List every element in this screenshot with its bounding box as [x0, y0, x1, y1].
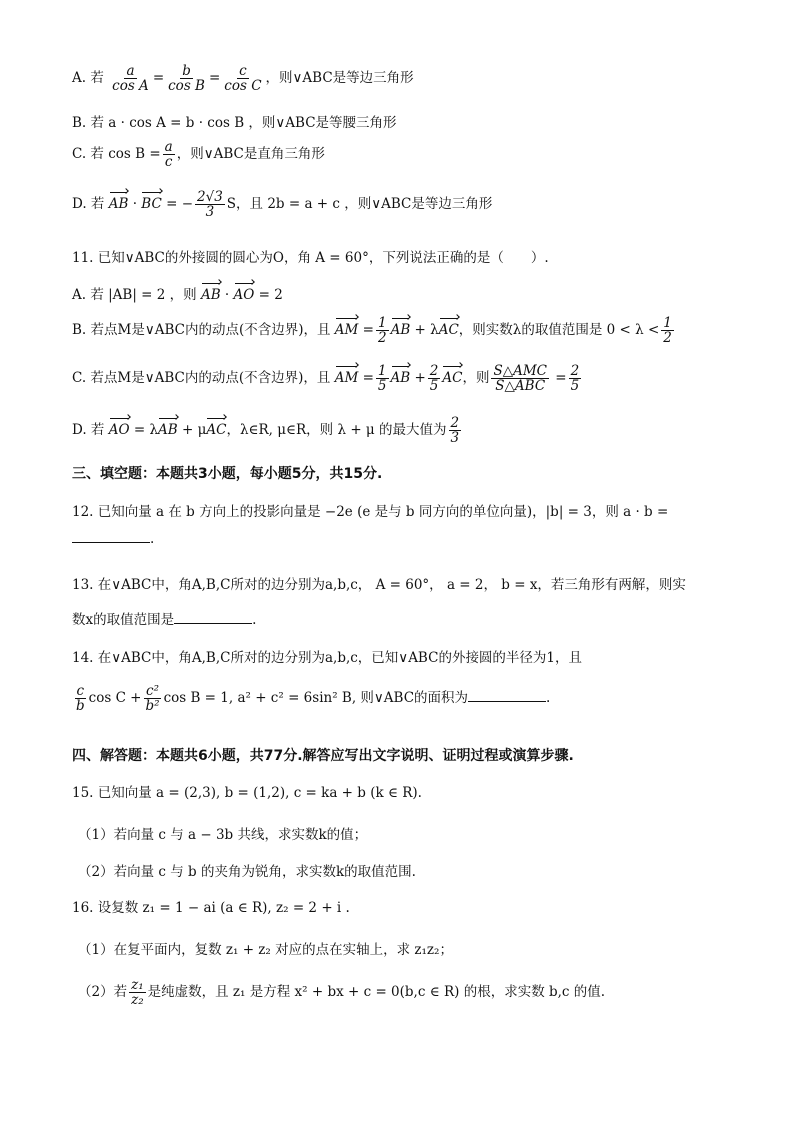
q16-part1: （1）在复平面内，复数 z₁ + z₂ 对应的点在实轴上，求 z₁z₂； — [78, 942, 453, 958]
fraction-denominator: b — [76, 698, 85, 715]
fraction-denominator: S△ABC — [495, 378, 546, 395]
q11-option-d: D. 若 AO = λAB + μAC，λ∈R, μ∈R，则 λ + μ 的最大值为 $\frac{2}{3}$ — [72, 415, 460, 447]
fraction-denominator: 5 — [570, 378, 580, 395]
fraction-denominator: c — [164, 154, 173, 171]
q15-stem: 15. 已知向量 a = (2,3), b = (1,2), c = ka + b (k ∈ R). — [72, 785, 422, 801]
fraction-numerator: 2 — [450, 415, 460, 431]
fraction-numerator: c — [76, 683, 85, 699]
q13-line2: 数x的取值范围是 . — [72, 612, 257, 628]
fraction-numerator: S△AMC — [493, 363, 548, 379]
fraction-numerator: z₁ — [131, 977, 144, 993]
q11-stem: 11. 已知∨ABC的外接圆的圆心为O，角 A = 60°，下列说法正确的是（ ）. — [72, 250, 549, 266]
fraction-numerator: 1 — [663, 315, 672, 331]
q11-option-b: B. 若点M是∨ABC内的动点(不含边界)，且 AM = $\frac{1}{2}$ AB + λAC，则实数λ的取值范围是 0 < λ < $\frac{1}{2}$ — [72, 315, 672, 347]
q10-option-b: B. 若 a · cos A = b · cos B ，则∨ABC是等腰三角形 — [72, 115, 397, 131]
q14-line2: $\frac{c}{b}$ cos C + $\frac{\text{c²}}{\text{b²}}$ cos B = 1, a² + c² = 6sin² B, 则∨ABC的面积为 . — [76, 683, 551, 715]
q16-stem: 16. 设复数 z₁ = 1 − ai (a ∈ R), z₂ = 2 + i . — [72, 900, 350, 916]
fraction-numerator: 1 — [377, 363, 387, 379]
fraction-denominator: cos C — [224, 78, 262, 95]
q11-option-c: C. 若点M是∨ABC内的动点(不含边界)，且 AM = $\frac{1}{5}$ AB + $\frac{2}{5}$ AC，则 $\frac{\text{S△AMC}}{\text{S△ABC}}$ = $\frac{2}{5}$ — [72, 363, 580, 395]
frac-num: a — [126, 63, 135, 79]
fraction-numerator: 1 — [377, 315, 387, 331]
q15-part1: （1）若向量 c 与 a − 3b 共线，求实数k的值； — [78, 827, 368, 843]
fraction-denominator: 3 — [450, 430, 460, 447]
fraction-denominator: cos A — [112, 78, 149, 95]
q13-answer-blank[interactable] — [174, 611, 252, 624]
fraction-numerator: 2√3 — [197, 189, 223, 205]
fraction-numerator: a — [164, 139, 173, 155]
q16-part2: （2）若 $\frac{\text{z₁}}{\text{z₂}}$ 是纯虚数，且 z₁ 是方程 x² + bx + c = 0(b,c ∈ R) 的根，求实数 b,c 的值. — [78, 977, 606, 1009]
fraction-numerator: 2 — [570, 363, 580, 379]
fraction-numerator: c² — [146, 683, 160, 699]
q10-option-a: A. 若 $\frac{a}{\text{cos A}}$ = $\frac{b}{\text{cos B}}$ = $\frac{c}{\text{cos C}}$ ，则∨ABC是等边三角形 — [72, 63, 414, 95]
q10-option-d: D. 若 AB · BC = − $\frac{2√3}{3}$ S，且 2b = a + c ，则∨ABC是等边三角形 — [72, 189, 493, 221]
fraction-numerator: c — [239, 63, 247, 79]
fraction-denominator: 2 — [663, 330, 672, 347]
fraction-numerator: 2 — [429, 363, 439, 379]
fraction-denominator: b² — [145, 698, 160, 715]
q11-option-a: A. 若 |AB| = 2 ，则 AB · AO = 2 — [72, 287, 283, 303]
q12-line2: . — [72, 530, 154, 547]
q14-line1: 14. 在∨ABC中，角A,B,C所对的边分别为a,b,c，已知∨ABC的外接圆的半径为1，且 — [72, 650, 583, 666]
q10-option-c: C. 若 cos B = $\frac{a}{c}$ ，则∨ABC是直角三角形 — [72, 139, 325, 171]
fraction-denominator: cos B — [168, 78, 205, 95]
q13-line1: 13. 在∨ABC中，角A,B,C所对的边分别为a,b,c， A = 60°， a = 2， b = x，若三角形有两解，则实 — [72, 577, 686, 593]
q14-answer-blank[interactable] — [468, 689, 546, 702]
q12-line1: 12. 已知向量 a 在 b 方向上的投影向量是 −2e (e 是与 b 同方向的单位向量)，|b| = 3，则 a · b = — [72, 504, 669, 520]
fraction-denominator: z₂ — [131, 992, 144, 1009]
section-heading-fill-in: 三、填空题：本题共3小题，每小题5分，共15分. — [72, 466, 383, 482]
fraction-numerator: b — [182, 63, 191, 79]
q15-part2: （2）若向量 c 与 b 的夹角为锐角，求实数k的取值范围. — [78, 864, 416, 880]
fraction-denominator: 5 — [377, 378, 387, 395]
section-heading-solve: 四、解答题：本题共6小题，共77分.解答应写出文字说明、证明过程或演算步骤. — [72, 748, 574, 764]
fraction-denominator: 2 — [377, 330, 387, 347]
q12-answer-blank[interactable] — [72, 530, 150, 543]
fraction-denominator: 5 — [429, 378, 439, 395]
fraction-denominator: 3 — [205, 204, 215, 221]
